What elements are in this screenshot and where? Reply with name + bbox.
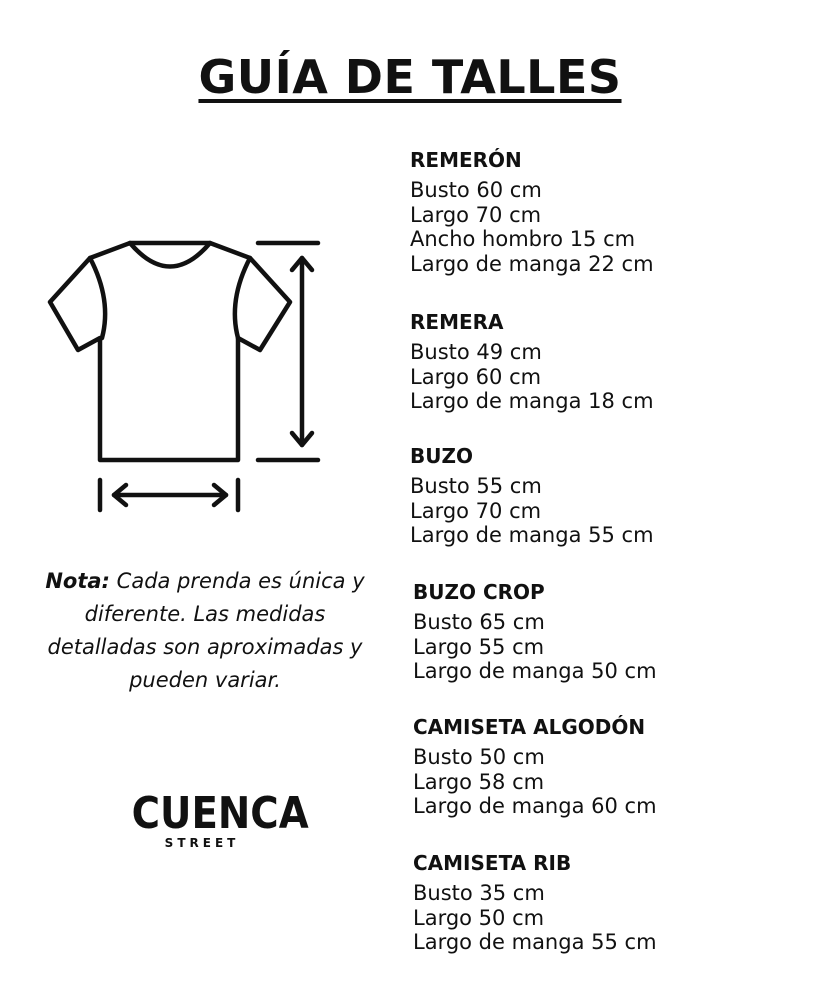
size-section-remera xyxy=(410,310,810,414)
measure-item: Largo 70 cm xyxy=(410,498,542,523)
measure-item: Busto 55 cm xyxy=(410,474,542,498)
measure-item: Largo 60 cm xyxy=(410,364,542,389)
measure-item: Largo de manga 55 cm xyxy=(410,523,654,547)
page-title-text: GUÍA DE TALLES xyxy=(198,50,622,104)
measure-item: Largo 70 cm xyxy=(410,202,542,227)
tshirt-measurement-icon xyxy=(40,230,340,530)
measure-item: Busto 35 cm xyxy=(413,881,545,905)
size-section-buzo-crop xyxy=(413,580,813,684)
size-section-camiseta-algodon xyxy=(413,715,813,819)
measure-item: Largo 58 cm xyxy=(413,769,545,794)
note-text xyxy=(40,565,370,697)
section-title: REMERA xyxy=(410,310,504,334)
section-title: REMERÓN xyxy=(410,148,522,172)
page-title xyxy=(0,50,820,104)
size-section-camiseta-rib xyxy=(413,851,813,955)
section-title: CAMISETA ALGODÓN xyxy=(413,715,646,739)
measure-item: Largo 50 cm xyxy=(413,905,545,930)
measure-item: Largo de manga 22 cm xyxy=(410,251,654,276)
measure-item: Largo de manga 50 cm xyxy=(413,659,657,683)
measure-item: Busto 65 cm xyxy=(413,610,545,634)
measure-item: Ancho hombro 15 cm xyxy=(410,227,636,251)
brand-sub: STREET xyxy=(164,836,240,850)
brand-logo xyxy=(122,788,309,850)
section-title: CAMISETA RIB xyxy=(413,851,572,875)
section-title: BUZO CROP xyxy=(413,580,545,604)
note-label: Nota: xyxy=(45,569,110,593)
measure-item: Largo de manga 60 cm xyxy=(413,794,657,818)
measure-item: Busto 60 cm xyxy=(410,178,542,202)
brand-name: CUENCA xyxy=(131,788,309,839)
measure-item: Busto 49 cm xyxy=(410,340,542,364)
size-section-remeron xyxy=(410,148,810,276)
measure-item: Largo 55 cm xyxy=(413,634,545,659)
note-body: Cada prenda es única y diferente. Las medidas detalladas son aproximadas y pueden variar. xyxy=(47,569,365,692)
section-title: BUZO xyxy=(410,444,473,468)
measure-item: Largo de manga 18 cm xyxy=(410,389,654,413)
size-section-buzo xyxy=(410,444,810,548)
measure-item: Largo de manga 55 cm xyxy=(413,930,657,954)
measure-item: Busto 50 cm xyxy=(413,745,545,769)
